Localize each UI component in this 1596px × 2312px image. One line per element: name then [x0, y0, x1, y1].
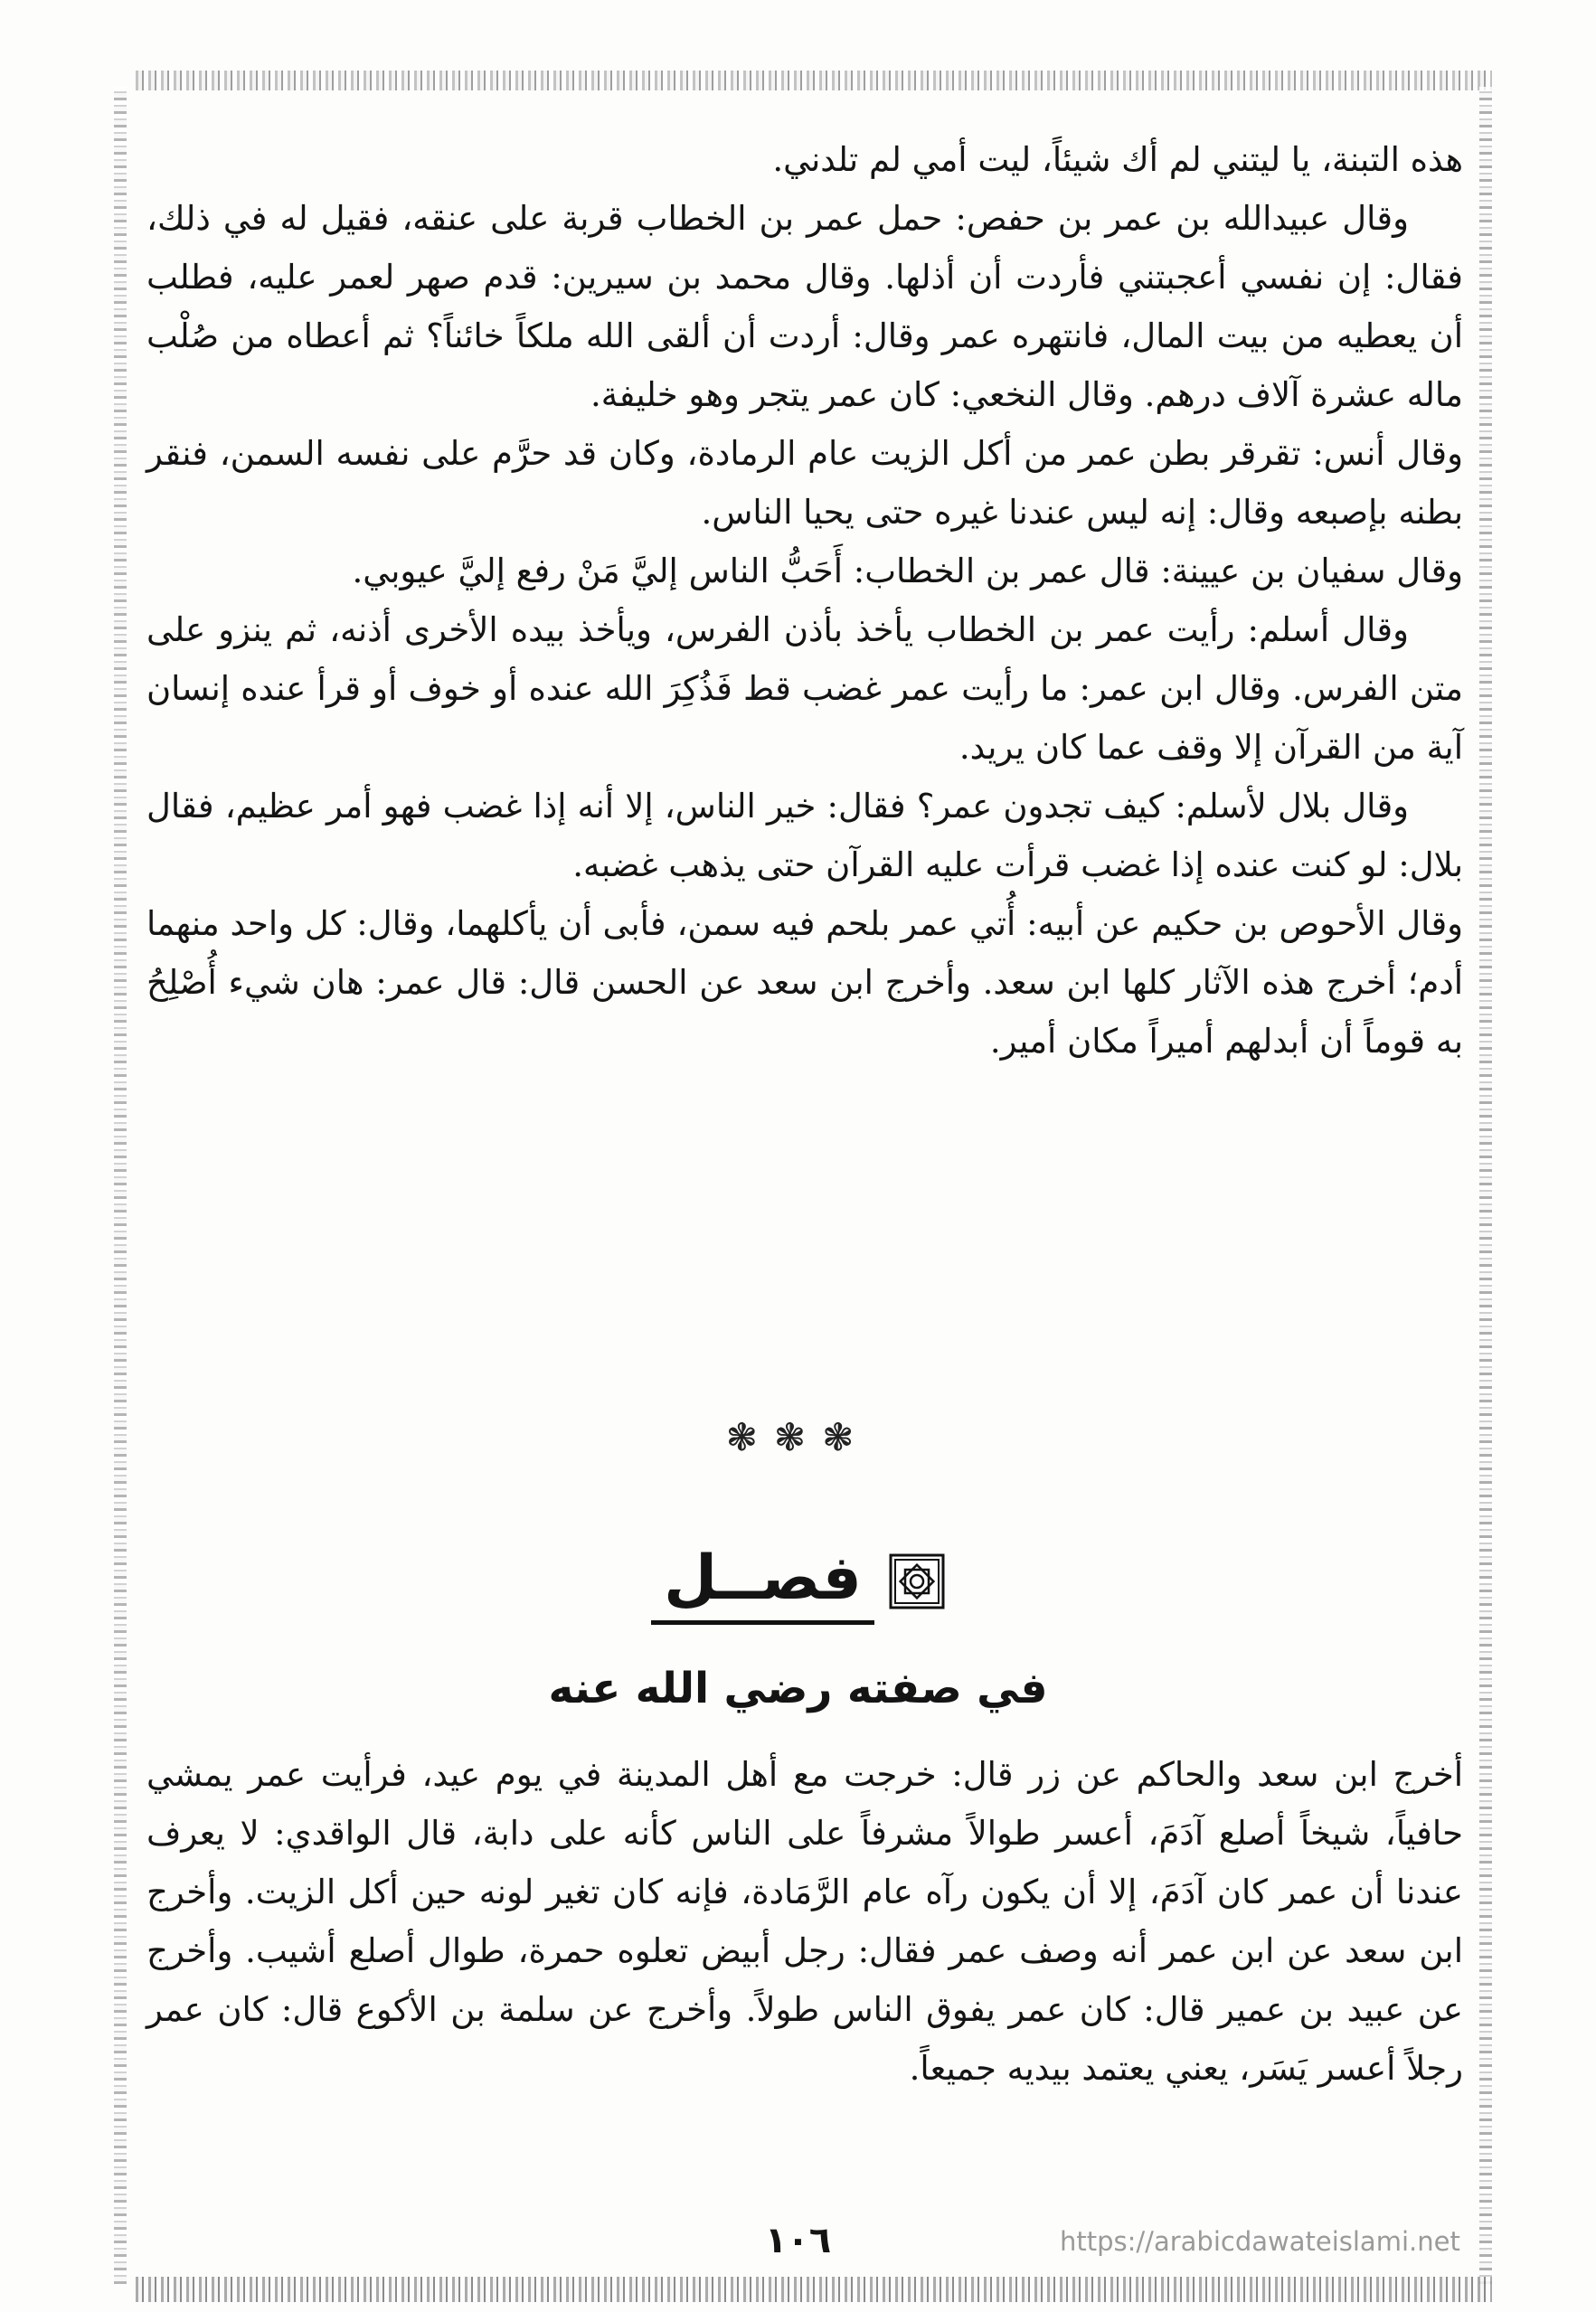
section-title: فصــل: [651, 1537, 874, 1625]
paragraph: وقال سفيان بن عيينة: قال عمر بن الخطاب: أَحَبُّ الناس إليَّ مَنْ رفع إليَّ عيوبي.: [352, 552, 1463, 590]
paragraph: وقال عبيدالله بن عمر بن حفص: حمل عمر بن الخطاب قربة على عنقه، فقيل له في ذلك، فقال: إن نفسي أعجبتني فأردت أن أذلها. وقال محمد بن سيرين: قدم صهر لعمر عليه، فطلب أن يعطيه من بيت المال، فانتهره عمر وقال: أردت أن ألقى الله ملكاً خائناً؟ ثم أعطاه من صُلْب ماله عشرة آلاف درهم. وقال النخعي: كان عمر يتجر وهو خليفة.: [146, 199, 1463, 414]
paragraph: هذه التبنة، يا ليتني لم أك شيئاً، ليت أمي لم تلدني.: [772, 140, 1463, 179]
section-subtitle: في صفته رضي الله عنه: [548, 1664, 1048, 1713]
body-text-bottom: [146, 1745, 1463, 2098]
paragraph: وقال الأحوص بن حكيم عن أبيه: أُتي عمر بلحم فيه سمن، فأبى أن يأكلهما، وقال: كل واحد منهما أدم؛ أخرج هذه الآثار كلها ابن سعد. وأخرج ابن سعد عن الحسن قال: قال عمر: هان شيء أُصْلِحُ به قوماً أن أبدلهم أميراً مكان أمير.: [146, 904, 1463, 1061]
section-heading: [0, 1537, 1596, 1625]
decorative-border-right: [1479, 87, 1492, 2284]
decorative-border-bottom: [136, 2277, 1492, 2302]
geometric-star-ornament-icon: [889, 1553, 945, 1609]
section-separator: ❃❃❃: [725, 1415, 871, 1459]
watermark-url: https://arabicdawateislami.net: [1060, 2226, 1460, 2257]
paragraph: أخرج ابن سعد والحاكم عن زر قال: خرجت مع أهل المدينة في يوم عيد، فرأيت عمر يمشي حافياً، شيخاً أصلع آدَمَ، أعسر طوالاً مشرفاً على الناس كأنه على دابة، قال الواقدي: لا يعرف عندنا أن عمر كان آدَمَ، إلا أن يكون رآه عام الرَّمَادة، فإنه كان تغير لونه حين أكل الزيت. وأخرج ابن سعد عن ابن عمر أنه وصف عمر فقال: رجل أبيض تعلوه حمرة، طوال أصلع أشيب. وأخرج عن عبيد بن عمير قال: كان عمر يفوق الناس طولاً. وأخرج عن سلمة بن الأكوع قال: كان عمر رجلاً أعسر يَسَر، يعني يعتمد بيديه جميعاً.: [146, 1755, 1463, 2088]
page-number: ١٠٦: [764, 2220, 832, 2261]
decorative-border-left: [114, 87, 127, 2284]
paragraph: وقال أسلم: رأيت عمر بن الخطاب يأخذ بأذن الفرس، ويأخذ بيده الأخرى أذنه، ثم ينزو على متن الفرس. وقال ابن عمر: ما رأيت عمر غضب قط فَذُكِرَ الله عنده أو خوف أو قرأ عنده إنسان آية من القرآن إلا وقف عما كان يريد.: [146, 610, 1463, 767]
paragraph: وقال أنس: تقرقر بطن عمر من أكل الزيت عام الرمادة، وكان قد حرَّم على نفسه السمن، فنقر بطنه بإصبعه وقال: إنه ليس عندنا غيره حتى يحيا الناس.: [146, 434, 1463, 532]
decorative-border-top: [136, 71, 1492, 90]
paragraph: وقال بلال لأسلم: كيف تجدون عمر؟ فقال: خير الناس، إلا أنه إذا غضب فهو أمر عظيم، فقال بلال: لو كنت عنده إذا غضب قرأت عليه القرآن حتى يذهب غضبه.: [146, 787, 1463, 884]
body-text-top: [146, 130, 1463, 1071]
